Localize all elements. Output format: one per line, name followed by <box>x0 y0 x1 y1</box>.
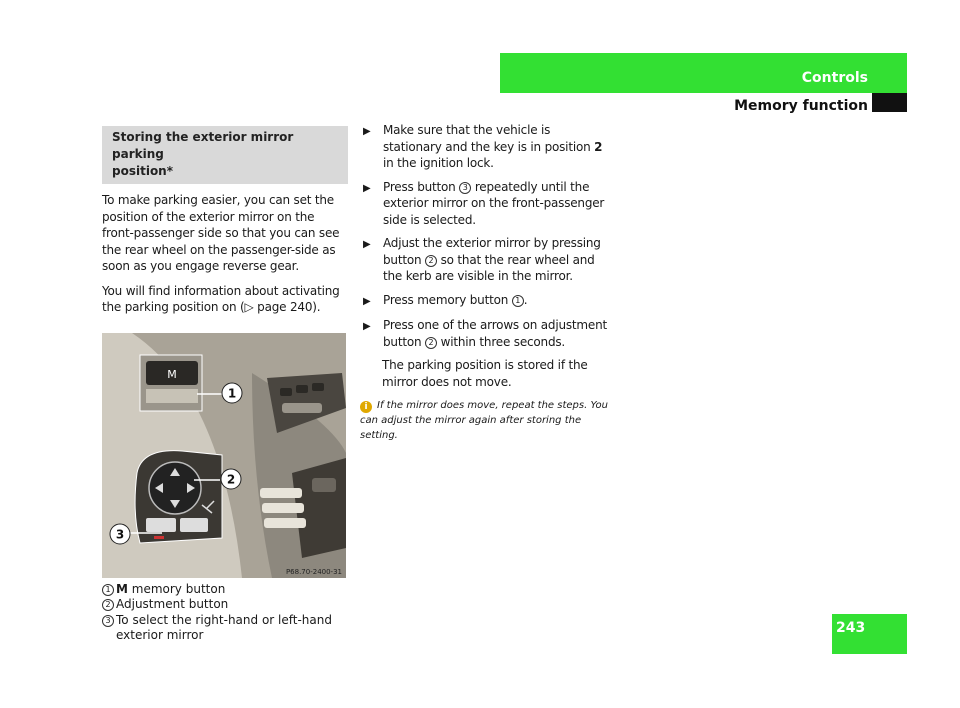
legend <box>102 582 348 644</box>
instruction-step: ▶ Press one of the arrows on adjustment button 2 within three seconds. <box>363 318 608 349</box>
subheading-line-1: Storing the exterior mirror parking <box>112 130 294 161</box>
legend-item: 1 M memory button <box>102 582 348 598</box>
intro-paragraph: To make parking easier, you can set the position of the exterior mirror on the front-passenger side so that you can see the rear wheel on the passenger-side as soon as you engage reverse gear. <box>102 193 340 273</box>
instruction-step: ▶ Adjust the exterior mirror by pressing button 2 so that the rear wheel and the kerb are visible in the mirror. <box>363 236 601 283</box>
instruction-step: ▶ Press memory button 1 . <box>362 292 610 311</box>
left-column <box>102 126 348 644</box>
page-number: 243 <box>836 620 866 636</box>
instruction-step: ▶ Press button 3 repeatedly until the exterior mirror on the front-passenger side is selected. <box>363 179 605 227</box>
info-icon: i <box>360 401 372 413</box>
chapter-title: Memory function <box>734 98 868 114</box>
callout-2: 2 <box>226 472 236 486</box>
step-arrow-icon: ▶ <box>363 295 371 307</box>
legend-item: 3 To select the right-hand or left-hand exterior mirror <box>102 613 348 644</box>
chapter-tab-marker <box>872 93 907 112</box>
page-ref-arrow-icon: ▷ <box>244 300 254 314</box>
info-paragraph: You will find information about activating the parking position on (▷ page 240). <box>102 283 340 314</box>
right-column <box>362 122 610 443</box>
instruction-step: ▶ Make sure that the vehicle is stationary and the key is in position 2 in the ignition lock. <box>363 123 603 170</box>
result-text: The parking position is stored if the mirror does not move. <box>382 358 588 389</box>
subheading <box>102 126 348 184</box>
memory-button-label: M <box>167 367 177 381</box>
subheading-line-2: position* <box>112 164 174 178</box>
step-arrow-icon: ▶ <box>363 182 371 194</box>
image-code: P68.70-2400-31 <box>285 567 342 576</box>
door-panel-photo <box>102 333 346 578</box>
step-arrow-icon: ▶ <box>363 239 371 250</box>
section-title: Controls <box>801 70 868 86</box>
callout-1: 1 <box>227 386 237 400</box>
step-arrow-icon: ▶ <box>363 321 371 332</box>
info-note <box>360 398 610 443</box>
callout-3: 3 <box>115 527 125 541</box>
info-note-text: If the mirror does move, repeat the steps. You can adjust the mirror again after storing the setting. <box>360 400 608 441</box>
step-arrow-icon: ▶ <box>363 126 371 137</box>
legend-item: 2 Adjustment button <box>102 597 348 613</box>
